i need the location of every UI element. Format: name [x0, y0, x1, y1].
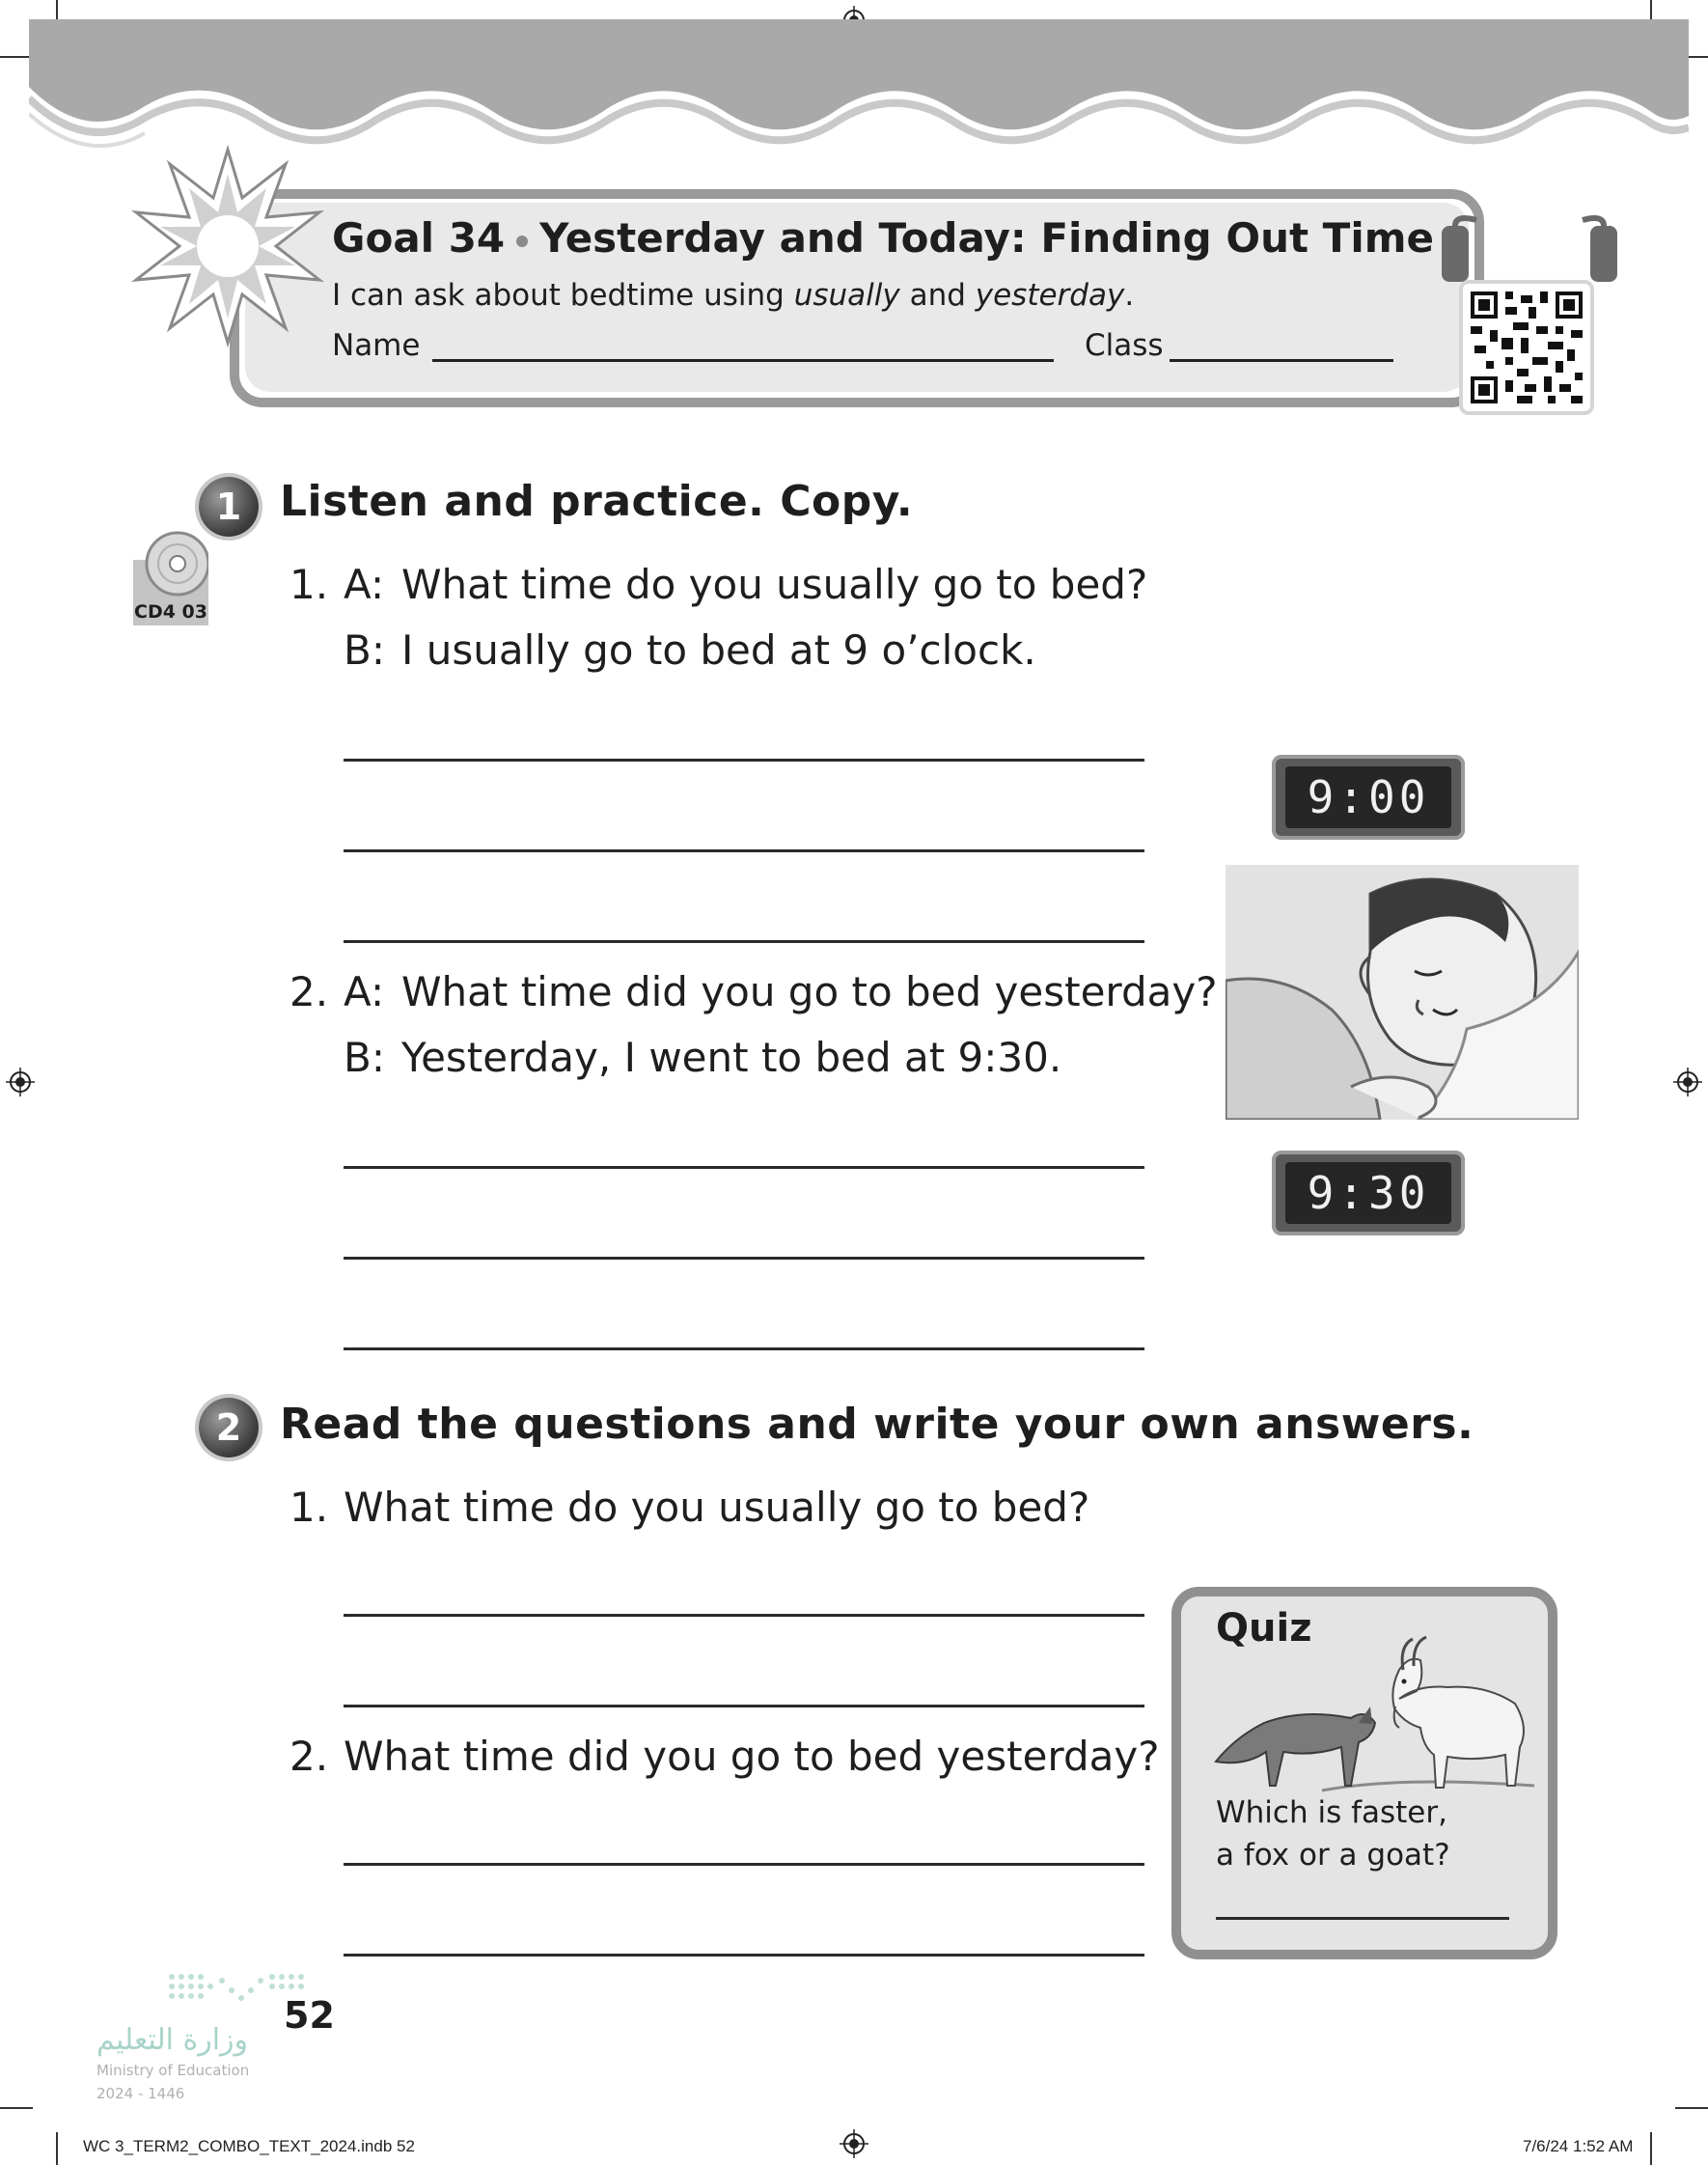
registration-mark-bottom-icon	[840, 2129, 868, 2158]
clock-930-display: 9:30	[1285, 1162, 1451, 1224]
name-label: Name	[332, 328, 421, 363]
name-input-line[interactable]	[432, 359, 1054, 362]
class-input-line[interactable]	[1170, 359, 1393, 362]
objective-text-end: .	[1124, 278, 1135, 313]
crop-mark-bottom-right-v	[1650, 2132, 1652, 2165]
qr-code-icon	[1471, 291, 1583, 403]
starburst-icon	[131, 145, 324, 347]
file-info-slug: WC 3_TERM2_COMBO_TEXT_2024.indb 52	[83, 2137, 415, 2155]
s1-item1-a-label: A:	[344, 561, 385, 608]
registration-mark-right-icon	[1673, 1068, 1702, 1096]
s1-item2-a-text: What time did you go to bed yesterday?	[401, 968, 1218, 1015]
section-2-number-badge: 2	[199, 1398, 259, 1457]
page-number: 52	[284, 1994, 335, 2037]
s2-item2-write-line-2[interactable]	[344, 1954, 1144, 1957]
cd-track-label: CD4 03	[133, 598, 208, 625]
s1-item1-write-line-3[interactable]	[344, 940, 1144, 943]
s1-item1-a-text: What time do you usually go to bed?	[401, 561, 1148, 608]
s1-item1-b-text: I usually go to bed at 9 o’clock.	[401, 626, 1036, 674]
quiz-question-line-1: Which is faster,	[1216, 1795, 1447, 1830]
s1-item2-a-label: A:	[344, 968, 385, 1015]
goal-separator-icon	[516, 236, 528, 247]
clock-900-display: 9:00	[1285, 766, 1451, 828]
timestamp-slug: 7/6/24 1:52 AM	[1523, 2137, 1634, 2155]
ministry-name-arabic: وزارة التعليم	[96, 2023, 249, 2057]
s1-item2-write-line-1[interactable]	[344, 1166, 1144, 1169]
crop-mark-top-left-h	[0, 56, 33, 58]
quiz-title: Quiz	[1216, 1606, 1312, 1651]
s2-item2-number: 2.	[289, 1733, 329, 1780]
section-1-title: Listen and practice. Copy.	[280, 477, 914, 526]
s2-item2-write-line-1[interactable]	[344, 1863, 1144, 1866]
s1-item2-write-line-3[interactable]	[344, 1347, 1144, 1350]
s2-item1-number: 1.	[289, 1484, 329, 1531]
crop-mark-bottom-left-v	[56, 2132, 58, 2165]
crop-mark-bottom-left-h	[0, 2107, 33, 2109]
s1-item2-write-line-2[interactable]	[344, 1257, 1144, 1260]
s1-item1-write-line-2[interactable]	[344, 849, 1144, 852]
goal-objective	[332, 278, 1134, 313]
digital-clock-930	[1272, 1151, 1465, 1235]
sleeping-boy-illustration	[1226, 865, 1579, 1120]
s1-item2-b-label: B:	[344, 1034, 385, 1081]
cd-icon	[133, 531, 208, 598]
quiz-answer-line[interactable]	[1216, 1917, 1509, 1920]
s1-item1-write-line-1[interactable]	[344, 759, 1144, 762]
top-wave-banner	[29, 19, 1689, 150]
s2-item2-text: What time did you go to bed yesterday?	[344, 1733, 1160, 1780]
goal-label: Goal 34	[332, 214, 506, 262]
objective-em-yesterday: yesterday	[975, 278, 1125, 313]
cd-audio-button[interactable]	[133, 531, 208, 637]
s1-item2-number: 2.	[289, 968, 329, 1015]
quiz-question-line-2: a fox or a goat?	[1216, 1838, 1450, 1873]
ministry-year: 2024 - 1446	[96, 2085, 185, 2102]
section-2-title: Read the questions and write your own answers.	[280, 1400, 1474, 1449]
section-1-number-badge: 1	[199, 477, 259, 537]
crop-mark-bottom-right-h	[1675, 2107, 1708, 2109]
s1-item2-b-text: Yesterday, I went to bed at 9:30.	[401, 1034, 1062, 1081]
s1-item1-number: 1.	[289, 561, 329, 608]
class-label: Class	[1085, 328, 1164, 363]
objective-text: I can ask about bedtime using	[332, 278, 794, 313]
objective-text-mid: and	[899, 278, 976, 313]
objective-em-usually: usually	[793, 278, 900, 313]
goal-title	[332, 214, 1434, 262]
goal-title-text: Yesterday and Today: Finding Out Time	[539, 214, 1434, 262]
ministry-name-english: Ministry of Education	[96, 2062, 250, 2079]
fox-and-goat-illustration	[1206, 1631, 1534, 1795]
registration-mark-left-icon	[6, 1068, 35, 1096]
digital-clock-900	[1272, 755, 1465, 840]
s1-item1-b-label: B:	[344, 626, 385, 674]
s2-item1-write-line-2[interactable]	[344, 1705, 1144, 1707]
s2-item1-text: What time do you usually go to bed?	[344, 1484, 1090, 1531]
s2-item1-write-line-1[interactable]	[344, 1614, 1144, 1617]
